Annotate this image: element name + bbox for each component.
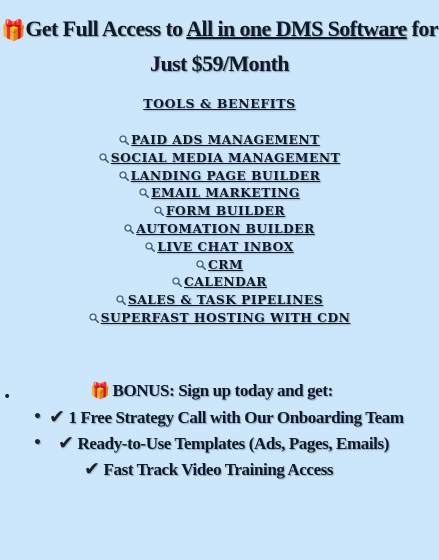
magnifier-icon xyxy=(119,171,129,181)
tool-item-label: EMAIL MARKETING xyxy=(151,185,300,201)
headline xyxy=(0,12,439,81)
tool-item xyxy=(0,149,439,167)
tool-item xyxy=(0,167,439,185)
bonus-heading: BONUS: Sign up today and get: xyxy=(112,381,333,400)
product-name: All in one DMS Software xyxy=(186,16,407,41)
tool-item-label: FORM BUILDER xyxy=(165,203,286,219)
bonus-heading-row xyxy=(0,378,439,404)
bullet-marker: • xyxy=(33,409,42,425)
headline-line-1 xyxy=(0,12,439,47)
gift-icon: 🎁 xyxy=(90,381,110,400)
magnifier-icon xyxy=(89,313,99,323)
magnifier-icon xyxy=(154,206,164,216)
tools-list xyxy=(0,131,439,327)
check-icon: ✔ xyxy=(84,458,100,480)
magnifier-icon xyxy=(119,135,129,145)
bonus-item-label: Fast Track Video Training Access xyxy=(103,460,334,479)
magnifier-icon xyxy=(145,242,155,252)
bullet-marker: • xyxy=(33,435,42,451)
tool-item xyxy=(0,131,439,149)
tool-item xyxy=(0,256,439,274)
headline-prefix: Get Full Access to xyxy=(25,16,187,41)
magnifier-icon xyxy=(139,188,149,198)
tool-item xyxy=(0,273,439,291)
tools-section-title: TOOLS & BENEFITS xyxy=(143,96,296,111)
bonus-item-label: 1 Free Strategy Call with Our Onboarding Team xyxy=(68,408,404,427)
tool-item-label: PAID ADS MANAGEMENT xyxy=(131,132,320,147)
bonus-item-label: Ready-to-Use Templates (Ads, Pages, Emails) xyxy=(77,434,389,453)
price-line: Just $59/Month xyxy=(150,51,289,76)
bonus-item xyxy=(0,456,439,482)
check-icon: ✔ xyxy=(58,432,74,454)
magnifier-icon xyxy=(172,277,182,287)
magnifier-icon xyxy=(124,224,134,234)
tool-item xyxy=(0,220,439,238)
bonus-item xyxy=(0,430,439,456)
tool-item-label: CRM xyxy=(207,256,244,272)
tool-item-label: LANDING PAGE BUILDER xyxy=(130,167,321,183)
check-icon: ✔ xyxy=(49,406,65,428)
tool-item xyxy=(0,202,439,220)
bonus-item xyxy=(0,404,439,430)
tool-item-label: SUPERFAST HOSTING WITH CDN xyxy=(100,309,351,325)
magnifier-icon xyxy=(116,295,126,305)
bullet-marker: • xyxy=(3,389,12,405)
tool-item-label: LIVE CHAT INBOX xyxy=(157,238,294,254)
tool-item-label: CALENDAR xyxy=(183,274,267,290)
tool-item-label: SOCIAL MEDIA MANAGEMENT xyxy=(110,149,341,165)
tool-item xyxy=(0,184,439,202)
tool-item-label: SALES & TASK PIPELINES xyxy=(127,292,324,308)
tool-item xyxy=(0,291,439,309)
magnifier-icon xyxy=(99,153,109,163)
tool-item-label: AUTOMATION BUILDER xyxy=(136,220,315,236)
tool-item xyxy=(0,238,439,256)
tool-item xyxy=(0,309,439,327)
magnifier-icon xyxy=(196,260,206,270)
headline-suffix: for xyxy=(406,16,438,41)
gift-icon: 🎁 xyxy=(1,18,26,42)
